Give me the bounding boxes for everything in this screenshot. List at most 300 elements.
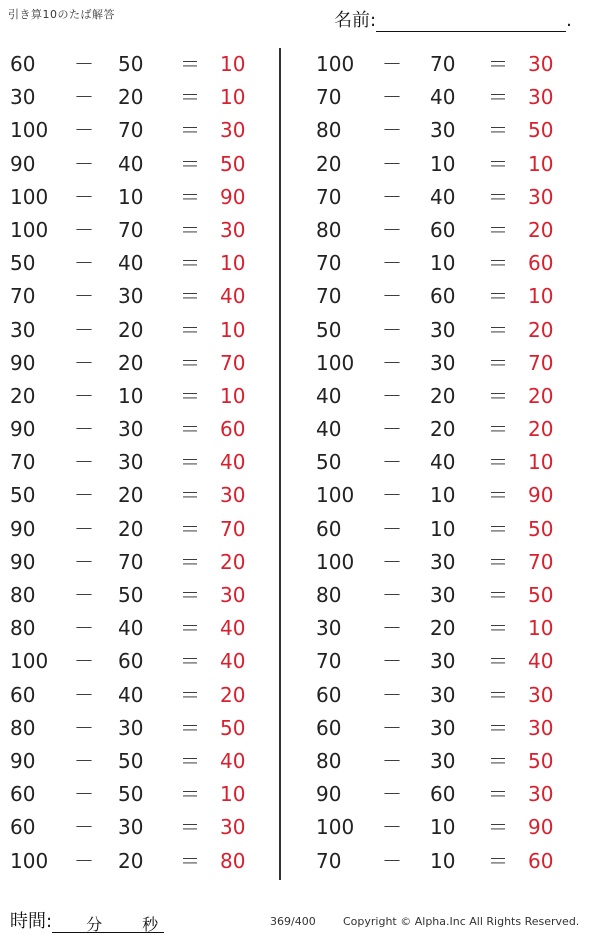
subtrahend: 30: [430, 549, 456, 574]
equals-sign: ＝: [488, 848, 508, 873]
answer: 80: [220, 848, 246, 873]
subtrahend: 20: [118, 85, 144, 110]
answer: 10: [220, 52, 246, 76]
subtrahend: 30: [430, 649, 456, 674]
answer: 70: [528, 350, 554, 375]
minuend: 50: [316, 317, 342, 342]
minus-sign: －: [382, 682, 402, 707]
minuend: 70: [316, 284, 342, 309]
minuend: 100: [10, 118, 49, 143]
problem-row: [0, 81, 270, 114]
subtrahend: 20: [118, 516, 144, 541]
minus-sign: －: [74, 848, 94, 873]
subtrahend: 20: [118, 317, 144, 342]
equals-sign: ＝: [180, 748, 200, 773]
left-problem-column: [0, 48, 270, 878]
name-underline: [376, 13, 566, 32]
minus-sign: －: [382, 85, 402, 110]
minus-sign: －: [74, 85, 94, 110]
minuend: 50: [10, 483, 36, 508]
answer: 30: [528, 184, 554, 209]
minuend: 100: [316, 350, 355, 375]
subtrahend: 70: [118, 549, 144, 574]
minus-sign: －: [74, 583, 94, 607]
minus-sign: －: [74, 815, 94, 840]
subtrahend: 30: [430, 317, 456, 342]
subtrahend: 50: [118, 782, 144, 807]
subtrahend: 40: [118, 616, 144, 641]
minuend: 70: [10, 284, 36, 309]
subtrahend: 30: [430, 583, 456, 607]
equals-sign: ＝: [180, 350, 200, 375]
minuend: 30: [10, 317, 36, 342]
minus-sign: －: [74, 748, 94, 773]
problem-row: [0, 214, 270, 247]
equals-sign: ＝: [180, 583, 200, 607]
answer: 60: [528, 251, 554, 276]
equals-sign: ＝: [488, 782, 508, 807]
equals-sign: ＝: [180, 549, 200, 574]
equals-sign: ＝: [180, 715, 200, 740]
equals-sign: ＝: [488, 85, 508, 110]
equals-sign: ＝: [488, 52, 508, 76]
time-label: 時間:: [10, 911, 53, 932]
name-label: 名前:: [334, 10, 377, 31]
problem-row: [0, 48, 270, 81]
problem-row: [0, 314, 270, 347]
problem-row: [306, 712, 576, 745]
subtrahend: 20: [430, 417, 456, 442]
minus-sign: －: [74, 715, 94, 740]
minus-sign: －: [382, 284, 402, 309]
minuend: 70: [316, 85, 342, 110]
minus-sign: －: [74, 649, 94, 674]
problem-row: [306, 745, 576, 778]
problem-row: [306, 81, 576, 114]
problem-row: [0, 546, 270, 579]
subtrahend: 10: [430, 151, 456, 176]
equals-sign: ＝: [488, 748, 508, 773]
problem-row: [0, 745, 270, 778]
problem-row: [306, 181, 576, 214]
equals-sign: ＝: [180, 251, 200, 276]
subtrahend: 50: [118, 52, 144, 76]
minus-sign: －: [74, 516, 94, 541]
minuend: 90: [10, 549, 36, 574]
minuend: 60: [10, 815, 36, 840]
minus-sign: －: [382, 417, 402, 442]
subtrahend: 40: [430, 184, 456, 209]
problem-row: [306, 513, 576, 546]
minus-sign: －: [74, 383, 94, 408]
problem-row: [0, 114, 270, 147]
subtrahend: 30: [118, 715, 144, 740]
problem-row: [306, 579, 576, 612]
subtrahend: 20: [118, 848, 144, 873]
minuend: 100: [316, 549, 355, 574]
subtrahend: 40: [118, 151, 144, 176]
problem-row: [0, 612, 270, 645]
equals-sign: ＝: [488, 450, 508, 475]
answer: 90: [220, 184, 246, 209]
problem-row: [0, 247, 270, 280]
minuend: 100: [316, 815, 355, 840]
problem-row: [0, 347, 270, 380]
subtrahend: 60: [118, 649, 144, 674]
equals-sign: ＝: [180, 483, 200, 508]
problem-row: [0, 413, 270, 446]
problem-row: [306, 314, 576, 347]
answer: 30: [220, 815, 246, 840]
minus-sign: －: [74, 483, 94, 508]
minuend: 30: [10, 85, 36, 110]
answer: 40: [220, 284, 246, 309]
subtrahend: 30: [118, 450, 144, 475]
problem-row: [0, 479, 270, 512]
answer: 40: [220, 649, 246, 674]
problem-row: [0, 513, 270, 546]
minuend: 70: [316, 649, 342, 674]
problem-row: [0, 712, 270, 745]
answer: 70: [220, 350, 246, 375]
subtrahend: 60: [430, 217, 456, 242]
subtrahend: 10: [430, 516, 456, 541]
minuend: 60: [10, 682, 36, 707]
subtrahend: 10: [430, 251, 456, 276]
answer: 30: [528, 85, 554, 110]
minuend: 90: [10, 748, 36, 773]
problem-row: [306, 347, 576, 380]
minutes-label: 分: [86, 915, 103, 934]
minus-sign: －: [74, 782, 94, 807]
minus-sign: －: [74, 549, 94, 574]
minuend: 40: [316, 417, 342, 442]
minuend: 50: [316, 450, 342, 475]
minus-sign: －: [74, 251, 94, 276]
minuend: 90: [10, 516, 36, 541]
answer: 10: [220, 383, 246, 408]
minuend: 100: [10, 848, 49, 873]
minus-sign: －: [382, 350, 402, 375]
answer: 30: [528, 715, 554, 740]
equals-sign: ＝: [488, 616, 508, 641]
subtrahend: 30: [430, 715, 456, 740]
answer: 30: [528, 782, 554, 807]
minuend: 60: [10, 52, 36, 76]
minuend: 100: [10, 217, 49, 242]
answer: 40: [220, 748, 246, 773]
minuend: 20: [316, 151, 342, 176]
equals-sign: ＝: [180, 184, 200, 209]
minuend: 70: [316, 848, 342, 873]
answer: 60: [220, 417, 246, 442]
equals-sign: ＝: [180, 848, 200, 873]
right-problem-column: [306, 48, 576, 878]
subtrahend: 20: [430, 383, 456, 408]
answer: 10: [528, 284, 554, 309]
equals-sign: ＝: [180, 516, 200, 541]
name-field: [334, 6, 572, 32]
minus-sign: －: [74, 151, 94, 176]
equals-sign: ＝: [488, 516, 508, 541]
copyright-text: Copyright © Alpha.Inc All Rights Reserved.: [343, 915, 580, 928]
equals-sign: ＝: [488, 383, 508, 408]
page-number: 369/400: [270, 915, 316, 928]
subtrahend: 60: [430, 284, 456, 309]
problem-row: [0, 645, 270, 678]
answer: 50: [528, 118, 554, 143]
subtrahend: 40: [118, 251, 144, 276]
answer: 10: [220, 251, 246, 276]
minuend: 40: [316, 383, 342, 408]
equals-sign: ＝: [488, 715, 508, 740]
answer: 90: [528, 483, 554, 508]
minus-sign: －: [382, 782, 402, 807]
time-field: [10, 907, 164, 933]
minus-sign: －: [74, 682, 94, 707]
answer: 20: [220, 549, 246, 574]
minuend: 70: [10, 450, 36, 475]
equals-sign: ＝: [180, 450, 200, 475]
problem-row: [0, 811, 270, 844]
minus-sign: －: [382, 649, 402, 674]
answer: 10: [220, 85, 246, 110]
problem-row: [0, 778, 270, 811]
minuend: 20: [10, 383, 36, 408]
answer: 40: [220, 450, 246, 475]
subtrahend: 30: [430, 682, 456, 707]
minus-sign: －: [74, 317, 94, 342]
equals-sign: ＝: [488, 350, 508, 375]
problem-row: [0, 148, 270, 181]
equals-sign: ＝: [180, 85, 200, 110]
answer: 90: [528, 815, 554, 840]
answer: 20: [528, 317, 554, 342]
answer: 30: [528, 52, 554, 76]
answer: 70: [220, 516, 246, 541]
minus-sign: －: [382, 848, 402, 873]
answer: 40: [220, 616, 246, 641]
minuend: 90: [10, 417, 36, 442]
minuend: 60: [316, 516, 342, 541]
minus-sign: －: [382, 815, 402, 840]
subtrahend: 30: [118, 815, 144, 840]
subtrahend: 50: [118, 748, 144, 773]
equals-sign: ＝: [180, 217, 200, 242]
minuend: 70: [316, 251, 342, 276]
subtrahend: 10: [430, 483, 456, 508]
subtrahend: 10: [430, 848, 456, 873]
minuend: 80: [316, 748, 342, 773]
minuend: 80: [10, 715, 36, 740]
problem-row: [306, 679, 576, 712]
answer: 30: [220, 217, 246, 242]
equals-sign: ＝: [488, 284, 508, 309]
problem-row: [0, 380, 270, 413]
equals-sign: ＝: [180, 682, 200, 707]
minus-sign: －: [382, 52, 402, 76]
answer: 60: [528, 848, 554, 873]
minus-sign: －: [74, 118, 94, 143]
equals-sign: ＝: [488, 815, 508, 840]
equals-sign: ＝: [488, 118, 508, 143]
minuend: 80: [10, 583, 36, 607]
minuend: 50: [10, 251, 36, 276]
subtrahend: 30: [118, 284, 144, 309]
minus-sign: －: [74, 350, 94, 375]
problem-row: [0, 579, 270, 612]
minus-sign: －: [74, 52, 94, 76]
minus-sign: －: [382, 184, 402, 209]
subtrahend: 30: [430, 118, 456, 143]
equals-sign: ＝: [180, 317, 200, 342]
answer: 20: [528, 217, 554, 242]
answer: 10: [220, 317, 246, 342]
minus-sign: －: [382, 151, 402, 176]
answer: 50: [528, 748, 554, 773]
problem-row: [0, 280, 270, 313]
problem-row: [0, 679, 270, 712]
answer: 10: [220, 782, 246, 807]
minuend: 60: [316, 682, 342, 707]
answer: 50: [220, 151, 246, 176]
minus-sign: －: [382, 516, 402, 541]
minuend: 80: [10, 616, 36, 641]
problem-row: [306, 479, 576, 512]
problem-row: [306, 645, 576, 678]
subtrahend: 60: [430, 782, 456, 807]
minuend: 90: [10, 350, 36, 375]
minus-sign: －: [382, 383, 402, 408]
minuend: 60: [316, 715, 342, 740]
problem-row: [306, 546, 576, 579]
minus-sign: －: [382, 251, 402, 276]
subtrahend: 30: [430, 350, 456, 375]
equals-sign: ＝: [180, 52, 200, 76]
subtrahend: 10: [118, 383, 144, 408]
time-underline: [52, 912, 164, 933]
minus-sign: －: [382, 483, 402, 508]
equals-sign: ＝: [180, 417, 200, 442]
equals-sign: ＝: [180, 649, 200, 674]
subtrahend: 40: [430, 85, 456, 110]
subtrahend: 50: [118, 583, 144, 607]
problem-row: [306, 778, 576, 811]
answer: 10: [528, 450, 554, 475]
minuend: 80: [316, 217, 342, 242]
minuend: 100: [10, 184, 49, 209]
problem-row: [306, 48, 576, 81]
answer: 20: [528, 383, 554, 408]
answer: 20: [220, 682, 246, 707]
answer: 10: [528, 151, 554, 176]
minuend: 100: [316, 52, 355, 76]
answer: 70: [528, 549, 554, 574]
problem-row: [306, 114, 576, 147]
minus-sign: －: [382, 549, 402, 574]
minus-sign: －: [74, 284, 94, 309]
equals-sign: ＝: [488, 251, 508, 276]
answer: 10: [528, 616, 554, 641]
problem-row: [306, 247, 576, 280]
problem-row: [0, 446, 270, 479]
equals-sign: ＝: [488, 549, 508, 574]
equals-sign: ＝: [488, 184, 508, 209]
minus-sign: －: [74, 616, 94, 641]
subtrahend: 70: [430, 52, 456, 76]
worksheet-title: 引き算10のたば解答: [8, 8, 115, 21]
minuend: 70: [316, 184, 342, 209]
answer: 20: [528, 417, 554, 442]
problem-row: [306, 612, 576, 645]
minus-sign: －: [382, 583, 402, 607]
minuend: 30: [316, 616, 342, 641]
equals-sign: ＝: [488, 317, 508, 342]
problem-row: [306, 380, 576, 413]
answer: 50: [528, 583, 554, 607]
equals-sign: ＝: [488, 583, 508, 607]
minuend: 100: [316, 483, 355, 508]
minus-sign: －: [74, 417, 94, 442]
equals-sign: ＝: [488, 217, 508, 242]
answer: 50: [220, 715, 246, 740]
answer: 30: [220, 483, 246, 508]
equals-sign: ＝: [180, 782, 200, 807]
equals-sign: ＝: [180, 383, 200, 408]
problem-row: [306, 413, 576, 446]
subtrahend: 10: [118, 184, 144, 209]
equals-sign: ＝: [488, 151, 508, 176]
name-end: .: [566, 10, 572, 31]
minuend: 80: [316, 118, 342, 143]
answer: 50: [528, 516, 554, 541]
equals-sign: ＝: [488, 483, 508, 508]
problem-row: [306, 280, 576, 313]
equals-sign: ＝: [488, 417, 508, 442]
problem-row: [306, 811, 576, 844]
subtrahend: 20: [430, 616, 456, 641]
subtrahend: 30: [118, 417, 144, 442]
minus-sign: －: [382, 317, 402, 342]
equals-sign: ＝: [180, 118, 200, 143]
problem-row: [306, 446, 576, 479]
minuend: 90: [316, 782, 342, 807]
answer: 30: [220, 118, 246, 143]
subtrahend: 70: [118, 217, 144, 242]
equals-sign: ＝: [488, 682, 508, 707]
problem-row: [0, 845, 270, 878]
seconds-label: 秒: [142, 915, 159, 934]
answer: 30: [220, 583, 246, 607]
minus-sign: －: [74, 450, 94, 475]
subtrahend: 40: [118, 682, 144, 707]
minuend: 60: [10, 782, 36, 807]
minus-sign: －: [382, 118, 402, 143]
minus-sign: －: [74, 217, 94, 242]
minuend: 80: [316, 583, 342, 607]
equals-sign: ＝: [180, 284, 200, 309]
subtrahend: 40: [430, 450, 456, 475]
problem-row: [306, 148, 576, 181]
minuend: 100: [10, 649, 49, 674]
subtrahend: 20: [118, 483, 144, 508]
column-divider: [279, 48, 281, 880]
subtrahend: 30: [430, 748, 456, 773]
minus-sign: －: [74, 184, 94, 209]
answer: 40: [528, 649, 554, 674]
equals-sign: ＝: [180, 616, 200, 641]
equals-sign: ＝: [180, 815, 200, 840]
